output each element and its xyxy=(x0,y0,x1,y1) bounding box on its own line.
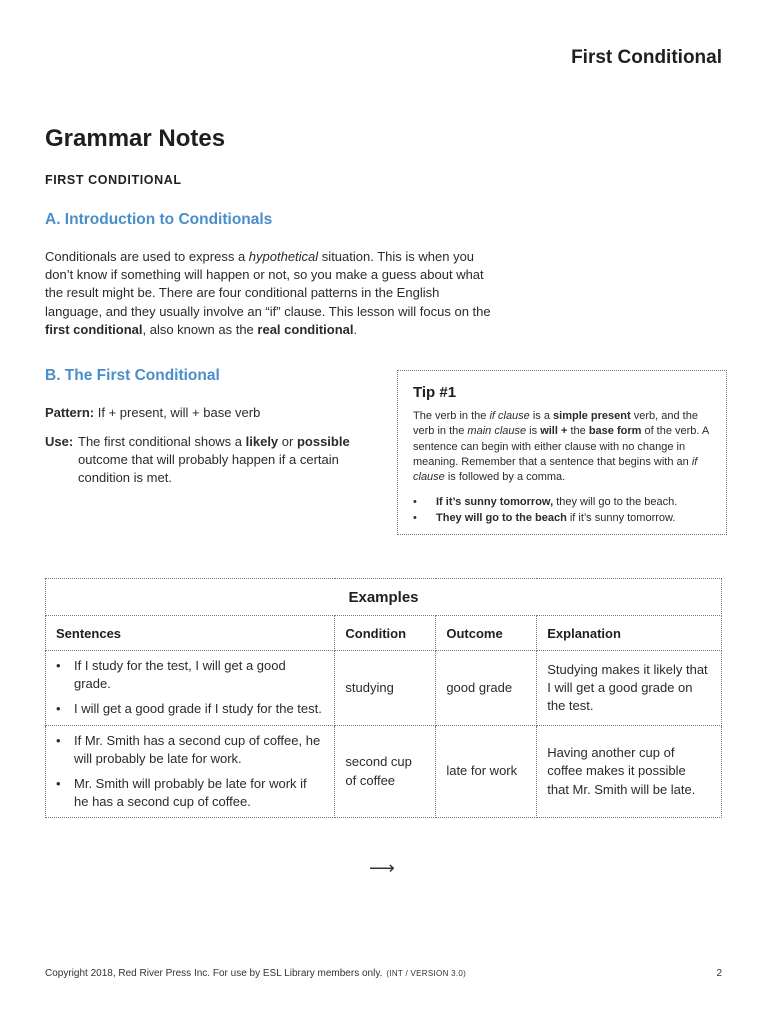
bullet-icon: • xyxy=(56,776,61,792)
section-a-heading: A. Introduction to Conditionals xyxy=(45,211,273,228)
page-number: 2 xyxy=(716,968,722,979)
sentences-cell xyxy=(46,725,335,818)
pattern-label: Pattern: xyxy=(45,405,95,420)
use-label: Use: xyxy=(45,434,74,449)
column-header-sentences: Sentences xyxy=(46,616,335,651)
bullet-icon: • xyxy=(56,732,61,748)
list-item: • If it’s sunny tomorrow, they will go to the beach. xyxy=(413,496,678,509)
list-item: • If Mr. Smith has a second cup of coffee, he will probably be late for work. xyxy=(56,732,321,766)
footer-copyright: Copyright 2018, Red River Press Inc. For use by ESL Library members only. (INT / VERSION 3.0) xyxy=(45,968,467,979)
list-item: • If I study for the test, I will get a good grade. xyxy=(56,658,286,692)
list-item: • Mr. Smith will probably be late for work if he has a second cup of coffee. xyxy=(56,776,307,810)
table-header-row xyxy=(46,616,722,651)
sentences-cell xyxy=(46,651,335,726)
bullet-icon: • xyxy=(56,658,61,673)
use-text: The first conditional shows a likely or possible outcome that will probably happen if a certain condition is met. xyxy=(78,434,350,486)
pattern-line xyxy=(45,405,260,420)
section-b-heading: B. The First Conditional xyxy=(45,367,220,384)
tip-title: Tip #1 xyxy=(413,384,457,401)
outcome-cell: good grade xyxy=(436,651,537,726)
tip-examples-list xyxy=(413,494,716,526)
header-title: First Conditional xyxy=(571,47,722,68)
table-row xyxy=(46,725,722,818)
explanation-cell: Studying makes it likely that I will get a good grade on the test. xyxy=(537,651,722,726)
table-row xyxy=(46,651,722,726)
column-header-explanation: Explanation xyxy=(537,616,722,651)
examples-caption: Examples xyxy=(46,579,722,616)
column-header-condition: Condition xyxy=(335,616,436,651)
outcome-cell: late for work xyxy=(436,725,537,818)
list-item: • I will get a good grade if I study for the test. xyxy=(56,700,324,718)
tip-box xyxy=(397,370,727,535)
pattern-text: If + present, will + base verb xyxy=(94,405,261,420)
tip-text: The verb in the if clause is a simple present verb, and the verb in the main clause is will + the base form of the verb. A sentence can begin with either clause with no change in meaning. Remember that a sentence that begins with an if clause is followed by a comma. xyxy=(413,410,709,484)
condition-cell: second cup of coffee xyxy=(335,725,436,818)
page-subtitle: FIRST CONDITIONAL xyxy=(45,173,182,187)
list-item: • They will go to the beach if it’s sunny tomorrow. xyxy=(413,512,676,525)
page-title: Grammar Notes xyxy=(45,125,226,152)
column-header-outcome: Outcome xyxy=(436,616,537,651)
footer-version: (INT / VERSION 3.0) xyxy=(386,969,467,978)
condition-cell: studying xyxy=(335,651,436,726)
bullet-icon: • xyxy=(56,701,61,717)
examples-table xyxy=(45,578,722,818)
bullet-icon: • xyxy=(413,496,417,509)
explanation-cell: Having another cup of coffee makes it possible that Mr. Smith will be late. xyxy=(537,725,722,818)
intro-paragraph: Conditionals are used to express a hypothetical situation. This is when you don’t know if something will happen or not, so you make a guess about what the result might be. There are four conditional patterns in the English language, and they usually involve an “if” clause. This lesson will focus on the first conditional, also known as the real conditional. xyxy=(45,249,491,337)
use-line xyxy=(45,433,350,488)
right-arrow-icon[interactable]: ⟶ xyxy=(369,858,395,878)
bullet-icon: • xyxy=(413,512,417,525)
